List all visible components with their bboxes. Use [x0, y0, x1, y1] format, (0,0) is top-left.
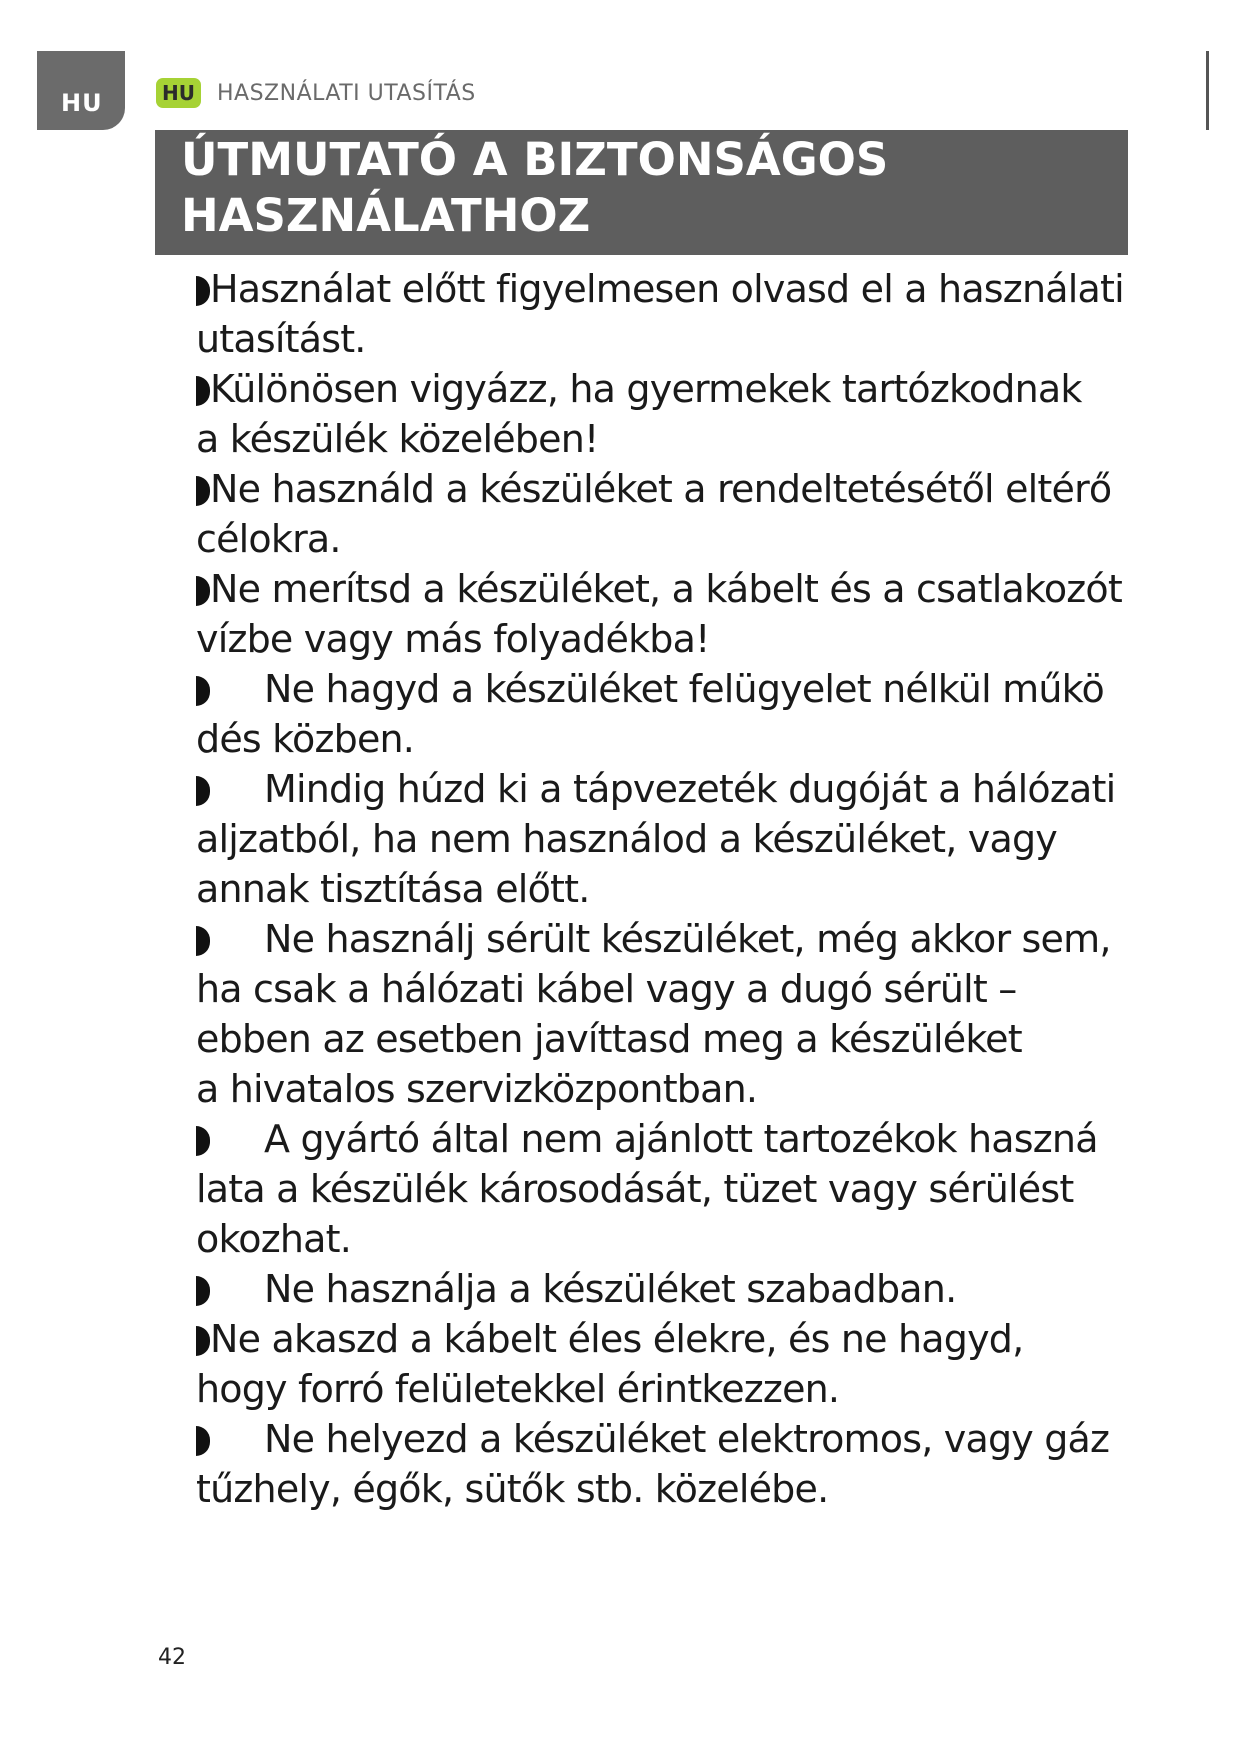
safety-item-line: vízbe vagy más folyadékba!: [196, 617, 710, 661]
page-header: [156, 78, 476, 108]
bullet-icon: [196, 676, 210, 706]
safety-item-line: ha csak a hálózati kábel vagy a dugó sérült –: [196, 967, 1017, 1011]
section-title-line-2: HASZNÁLATHOZ: [181, 189, 591, 242]
safety-item-line: hogy forró felületekkel érintkezzen.: [196, 1367, 840, 1411]
safety-item-line: Ne használja a készüléket szabadban.: [264, 1267, 957, 1311]
safety-item: [196, 764, 1206, 914]
safety-item-line: a hivatalos szervizközpontban.: [196, 1067, 758, 1111]
safety-item-line: Ne merítsd a készüléket, a kábelt és a csatlakozót: [210, 567, 1122, 611]
safety-item-line: Különösen vigyázz, ha gyermekek tartózkodnak: [210, 367, 1082, 411]
section-title-box: [155, 130, 1128, 255]
safety-item: [196, 1264, 1206, 1314]
safety-item-line: dés közben.: [196, 717, 415, 761]
document-title: HASZNÁLATI UTASÍTÁS: [216, 80, 476, 106]
page-number: 42: [158, 1645, 186, 1670]
bullet-icon: [196, 276, 210, 306]
language-tab: [37, 51, 125, 130]
language-tab-label: HU: [61, 89, 103, 117]
bullet-icon: [196, 376, 210, 406]
bullet-icon: [196, 1426, 210, 1456]
safety-item: [196, 914, 1206, 1114]
safety-item-line: Ne használj sérült készüléket, még akkor sem,: [264, 917, 1111, 961]
safety-item: [196, 664, 1206, 764]
safety-item-line: Ne hagyd a készüléket felügyelet nélkül műkö: [264, 667, 1104, 711]
safety-item: [196, 364, 1206, 464]
safety-item-line: Ne akaszd a kábelt éles élekre, és ne hagyd,: [210, 1317, 1024, 1361]
safety-item: [196, 564, 1206, 664]
safety-item: [196, 464, 1206, 564]
safety-item-line: Használat előtt figyelmesen olvasd el a használati: [210, 267, 1124, 311]
safety-item-line: okozhat.: [196, 1217, 352, 1261]
safety-item-line: utasítást.: [196, 317, 366, 361]
safety-item-line: aljzatból, ha nem használod a készüléket, vagy: [196, 817, 1057, 861]
bullet-icon: [196, 1326, 210, 1356]
safety-instructions-list: [196, 264, 1206, 1514]
safety-item: [196, 1114, 1206, 1264]
safety-item-line: annak tisztítása előtt.: [196, 867, 590, 911]
safety-item-line: Ne helyezd a készüléket elektromos, vagy gáz: [264, 1417, 1110, 1461]
safety-item-line: a készülék közelében!: [196, 417, 599, 461]
safety-item: [196, 1414, 1206, 1514]
section-title-line-1: ÚTMUTATÓ A BIZTONSÁGOS: [181, 133, 889, 186]
safety-item-line: A gyártó által nem ajánlott tartozékok haszná: [264, 1117, 1098, 1161]
safety-item-line: célokra.: [196, 517, 341, 561]
bullet-icon: [196, 476, 210, 506]
bullet-icon: [196, 926, 210, 956]
safety-item-line: lata a készülék károsodását, tüzet vagy sérülést: [196, 1167, 1074, 1211]
safety-item-line: tűzhely, égők, sütők stb. közelébe.: [196, 1467, 829, 1511]
header-divider: [1206, 51, 1209, 130]
bullet-icon: [196, 1126, 210, 1156]
safety-item-line: ebben az esetben javíttasd meg a készüléket: [196, 1017, 1022, 1061]
safety-item-line: Mindig húzd ki a tápvezeték dugóját a hálózati: [264, 767, 1116, 811]
bullet-icon: [196, 776, 210, 806]
bullet-icon: [196, 1276, 210, 1306]
language-badge: HU: [156, 78, 201, 108]
safety-item-line: Ne használd a készüléket a rendeltetésétől eltérő: [210, 467, 1112, 511]
bullet-icon: [196, 576, 210, 606]
safety-item: [196, 264, 1206, 364]
safety-item: [196, 1314, 1206, 1414]
